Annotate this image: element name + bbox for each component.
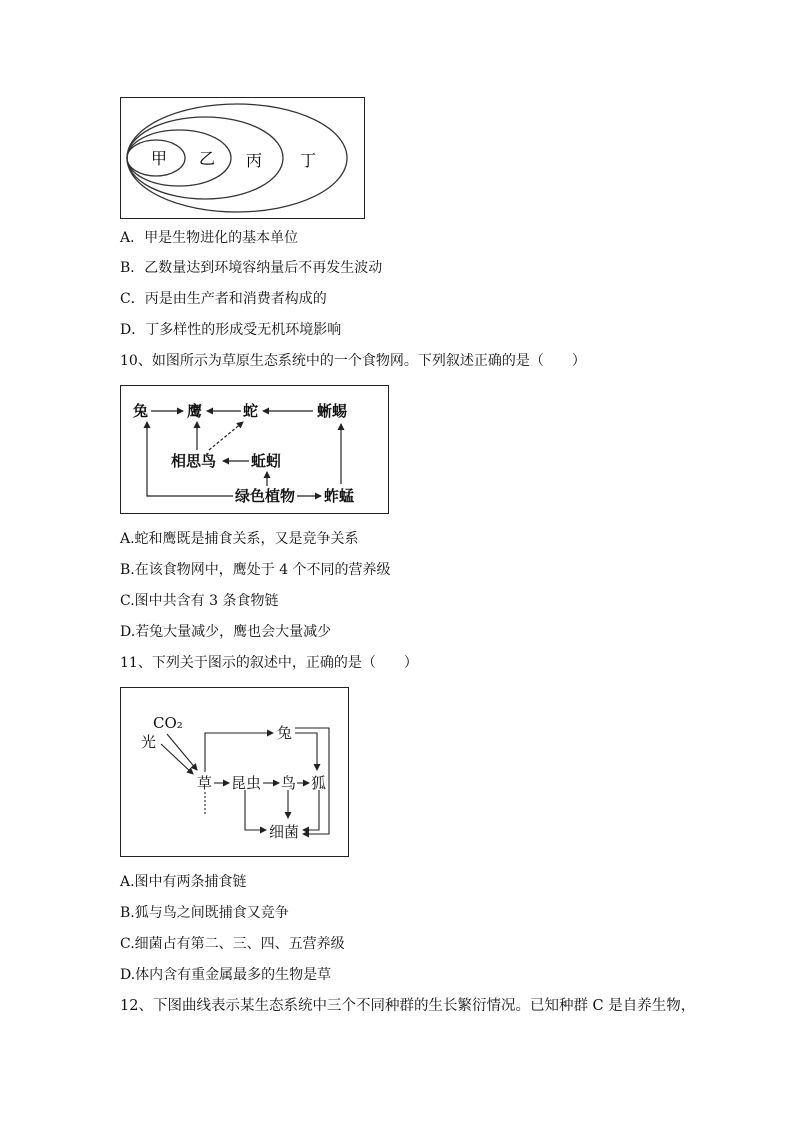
figure-nested-ellipses [120,97,365,219]
arrow-insect-bacteria [245,790,266,830]
arrow-bird-snake [209,422,243,450]
label-ding: 丁 [299,151,317,170]
q9-option-c: C．丙是由生产者和消费者构成的 [120,291,327,307]
node-grass: 草 [197,774,213,792]
figure-food-web-grassland [120,385,389,514]
q9-option-d: D．丁多样性的形成受无机环境影响 [120,322,342,338]
q10-option-d: D.若兔大量减少，鹰也会大量减少 [120,624,332,640]
food-web-svg [121,386,388,513]
node-earthworm: 蚯蚓 [251,452,282,470]
node-rabbit: 兔 [133,402,149,420]
q9-option-b: B．乙数量达到环境容纳量后不再发生波动 [120,260,383,276]
q10-option-c: C.图中共含有 3 条食物链 [120,593,279,609]
node-lizard: 蜥蜴 [317,402,348,420]
node-snake: 蛇 [243,402,259,420]
ellipse-yi [127,130,231,186]
q10-option-b: B.在该食物网中，鹰处于 4 个不同的营养级 [120,562,391,578]
node-bacteria: 细菌 [269,823,300,841]
arrow-co2-grass [167,734,197,770]
node-insect: 昆虫 [231,774,262,792]
label-yi: 乙 [198,149,216,168]
label-bing: 丙 [245,151,263,170]
energy-flow-svg [121,688,348,856]
arrow-grass-rabbit [205,733,273,772]
arrow-rabbit-fox [295,733,317,770]
q9-option-a: A．甲是生物进化的基本单位 [120,230,299,246]
q12-stem: 12、下图曲线表示某生态系统中三个不同种群的生长繁衍情况。已知种群 C 是自养生物， [120,998,696,1014]
label-jia: 甲 [150,149,168,168]
q11-option-d: D.体内含有重金属最多的生物是草 [120,967,332,983]
q11-option-a: A.图中有两条捕食链 [120,874,247,890]
node-rabbit: 兔 [277,724,293,742]
figure-energy-flow [120,687,349,857]
q11-option-b: B.狐与鸟之间既捕食又竞争 [120,905,289,921]
q11-option-c: C.细菌占有第二、三、四、五营养级 [120,936,345,952]
node-plant: 绿色植物 [235,487,296,505]
ellipses-svg [121,98,364,218]
node-light: 光 [141,733,157,751]
node-fox: 狐 [311,774,327,792]
q11-stem: 11、下列关于图示的叙述中，正确的是（ ） [120,655,418,671]
q10-option-a: A.蛇和鹰既是捕食关系，又是竞争关系 [120,531,359,547]
node-co2: CO₂ [153,714,183,732]
arrow-fox-bacteria [303,790,319,830]
node-bird: 鸟 [281,774,297,792]
node-grasshopper: 蚱蜢 [324,487,355,505]
node-eagle: 鹰 [187,402,203,420]
node-bird: 相思鸟 [171,452,217,470]
q10-stem: 10、如图所示为草原生态系统中的一个食物网。下列叙述正确的是（ ） [120,353,586,369]
